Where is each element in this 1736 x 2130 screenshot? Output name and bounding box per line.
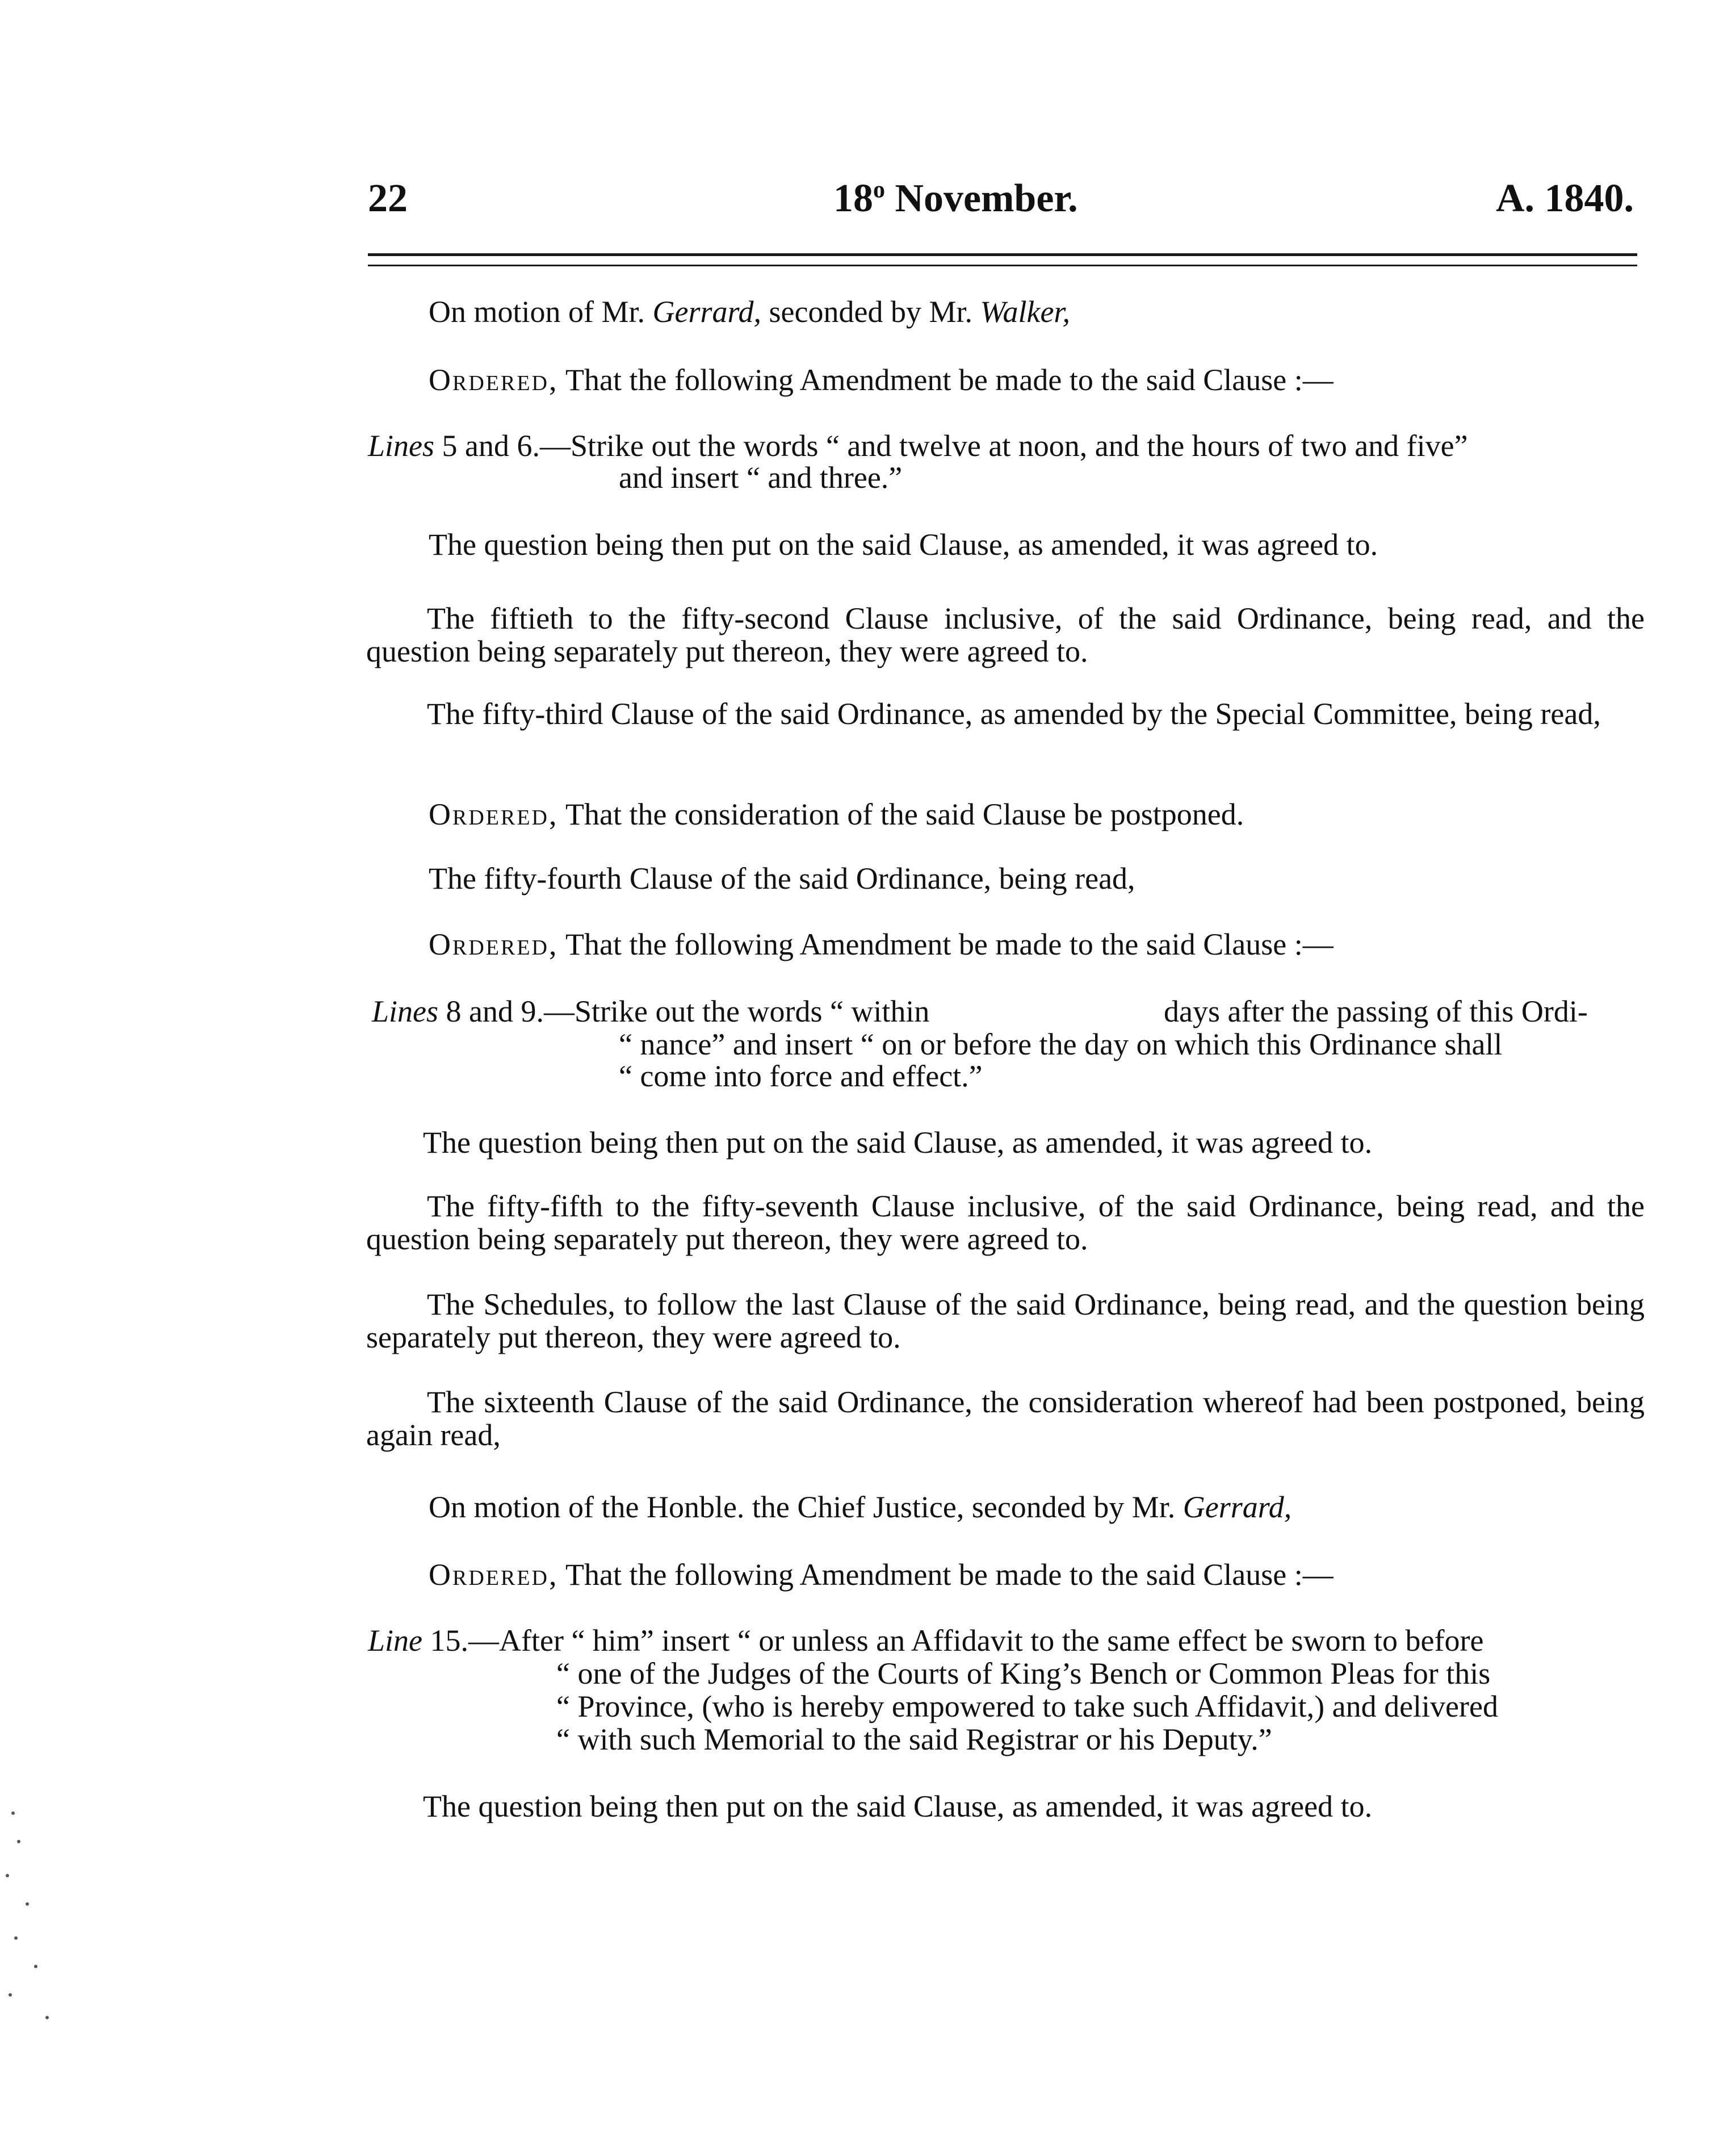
page-number: 22 [368,177,408,220]
amendment-1-continuation: and insert “ and three.” [619,461,903,495]
clause-16-paragraph: The sixteenth Clause of the said Ordinance, the consideration whereof had been postponed, being again read, [366,1385,1645,1452]
ordered-paragraph-4 [429,1558,1334,1591]
seconder-name: Walker, [980,295,1070,329]
ordered-text: That the consideration of the said Clause be postponed. [565,797,1244,831]
date-day: 18 [833,177,873,220]
motion-text: On motion of Mr. [429,295,645,329]
ordered-text: That the following Amendment be made to the said Clause :— [565,927,1334,961]
motion-text: On motion of the Honble. the Chief Justice, seconded by Mr. [429,1490,1176,1524]
amendment-text: 15.—After “ him” insert “ or unless an Affidavit to the same effect be sworn to before [430,1623,1484,1658]
amendment-label: Line [368,1623,423,1658]
question-paragraph-2: The question being then put on the said Clause, as amended, it was agreed to. [423,1125,1373,1160]
schedules-paragraph: The Schedules, to follow the last Clause of the said Ordinance, being read, and the question being separately put thereon, they were agreed to. [366,1287,1645,1354]
amendment-label: Lines [372,994,439,1028]
header-rule-thin [368,265,1637,266]
ordered-label: Ordered, [429,363,559,397]
amendment-3-continuation-2: “ Province, (who is hereby empowered to take such Affidavit,) and delivered [556,1689,1498,1723]
date-month: November. [895,177,1078,220]
ordered-paragraph-1 [429,363,1334,396]
ordered-label: Ordered, [429,1558,559,1592]
seconder-name: Gerrard, [1183,1490,1292,1524]
mover-name: Gerrard, [652,295,762,329]
clause-54-paragraph: The fifty-fourth Clause of the said Ordinance, being read, [429,861,1135,895]
question-paragraph-1: The question being then put on the said Clause, as amended, it was agreed to. [429,528,1378,562]
ordered-text: That the following Amendment be made to the said Clause :— [565,1558,1334,1592]
header-date [833,176,1078,221]
ordered-paragraph-3 [429,928,1334,961]
amendment-1-line [368,429,1468,462]
amendment-2-line [372,995,929,1028]
amendment-3-continuation-3: “ with such Memorial to the said Registrar or his Deputy.” [556,1722,1272,1756]
amendment-label: Lines [368,429,435,463]
ordered-label: Ordered, [429,927,559,961]
clauses-55-57-paragraph: The fifty-fifth to the fifty-seventh Clause inclusive, of the said Ordinance, being read, and the question being separately put thereon, they were agreed to. [366,1189,1645,1256]
clause-53-paragraph: The fifty-third Clause of the said Ordinance, as amended by the Special Committee, being read, [427,697,1601,731]
ordered-label: Ordered, [429,797,559,831]
amendment-2-continuation-1: “ nance” and insert “ on or before the day on which this Ordinance shall [619,1027,1503,1061]
page-header [368,170,1634,233]
amendment-3-line [368,1624,1483,1657]
amendment-2-line-tail: days after the passing of this Ordi- [1164,994,1588,1028]
amendment-text: 5 and 6.—Strike out the words “ and twelve at noon, and the hours of two and five” [442,429,1468,463]
header-year: A. 1840. [1495,177,1634,220]
motion-paragraph-2 [429,1491,1291,1524]
ordered-paragraph-2 [429,798,1244,831]
amendment-3-continuation-1: “ one of the Judges of the Courts of King’s Bench or Common Pleas for this [556,1656,1491,1690]
amendment-text-part1: 8 and 9.—Strike out the words “ within [446,994,930,1028]
ordered-text: That the following Amendment be made to the said Clause :— [565,363,1334,397]
date-superscript: o [873,177,885,203]
margin-scan-specks [0,1789,62,2039]
clauses-50-52-paragraph: The fiftieth to the fifty-second Clause inclusive, of the said Ordinance, being read, and the question being separately put thereon, they were agreed to. [366,601,1645,668]
motion-text-mid: seconded by Mr. [769,295,972,329]
question-paragraph-3: The question being then put on the said Clause, as amended, it was agreed to. [423,1789,1373,1823]
motion-paragraph-1 [429,295,1070,328]
amendment-2-continuation-2: “ come into force and effect.” [619,1059,983,1093]
header-rule-thick [368,253,1637,256]
